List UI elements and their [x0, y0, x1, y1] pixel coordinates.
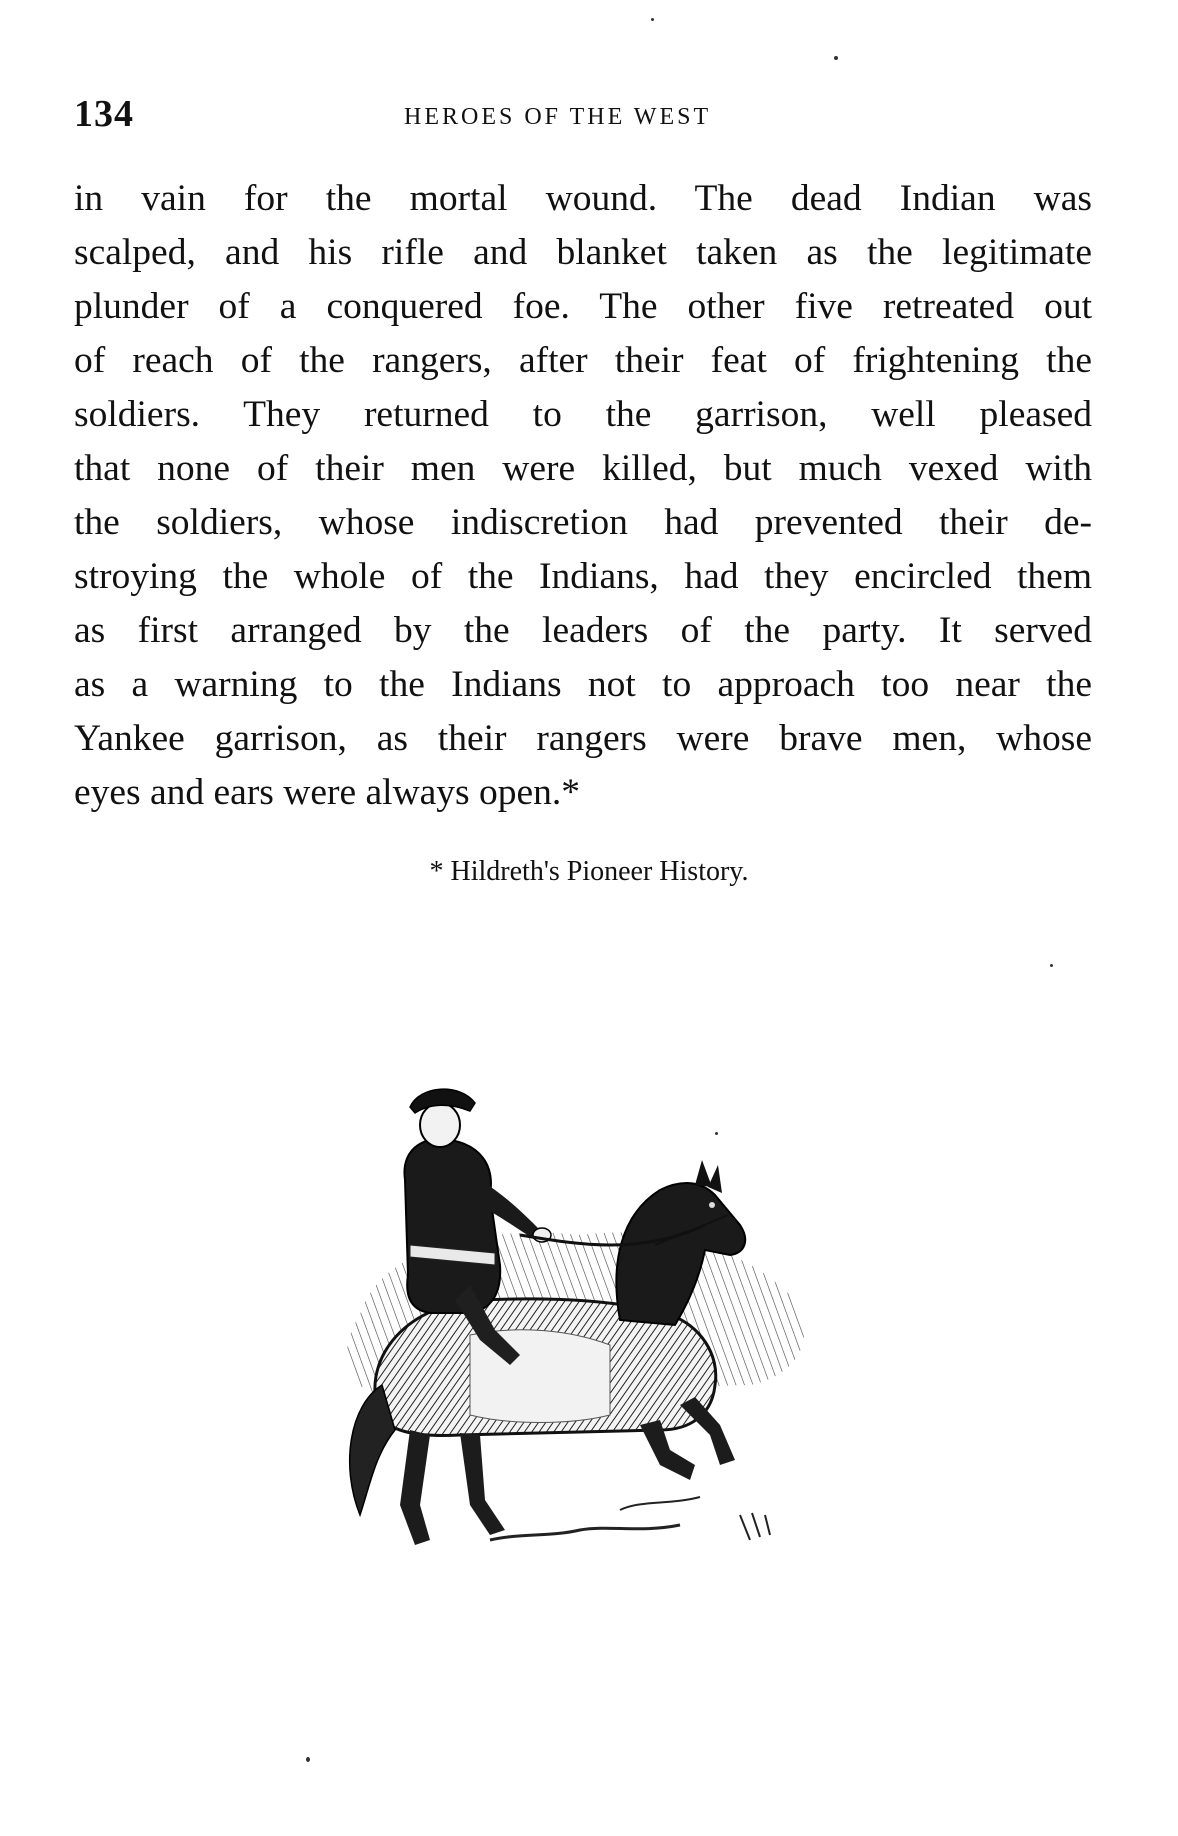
page-header	[74, 92, 1094, 142]
page-speck	[306, 1757, 310, 1762]
text-line: as a warning to the Indians not to approach too near the	[74, 664, 1092, 705]
running-title: HEROES OF THE WEST	[404, 104, 712, 130]
text-line: the soldiers, whose indiscretion had prevented their de-	[74, 502, 1092, 543]
text-line: soldiers. They returned to the garrison, well pleased	[74, 394, 1092, 435]
body-text	[74, 172, 1092, 820]
horse-rider-illustration	[320, 1085, 840, 1585]
text-line: eyes and ears were always open.*	[74, 772, 581, 813]
footnote: * Hildreth's Pioneer History.	[429, 856, 749, 887]
page-speck	[1050, 964, 1053, 967]
text-line: in vain for the mortal wound. The dead Indian was	[74, 178, 1092, 219]
text-line: that none of their men were killed, but much vexed with	[74, 448, 1092, 489]
text-line: as first arranged by the leaders of the party. It served	[74, 610, 1092, 651]
text-line: plunder of a conquered foe. The other five retreated out	[74, 286, 1092, 327]
page-speck	[651, 18, 654, 21]
text-line: of reach of the rangers, after their feat of frightening the	[74, 340, 1092, 381]
text-line: stroying the whole of the Indians, had they encircled them	[74, 556, 1092, 597]
page-speck	[715, 1132, 718, 1135]
page-number: 134	[74, 93, 134, 135]
text-line: scalped, and his rifle and blanket taken as the legitimate	[74, 232, 1092, 273]
text-line: Yankee garrison, as their rangers were brave men, whose	[74, 718, 1092, 759]
page-speck	[834, 56, 838, 60]
